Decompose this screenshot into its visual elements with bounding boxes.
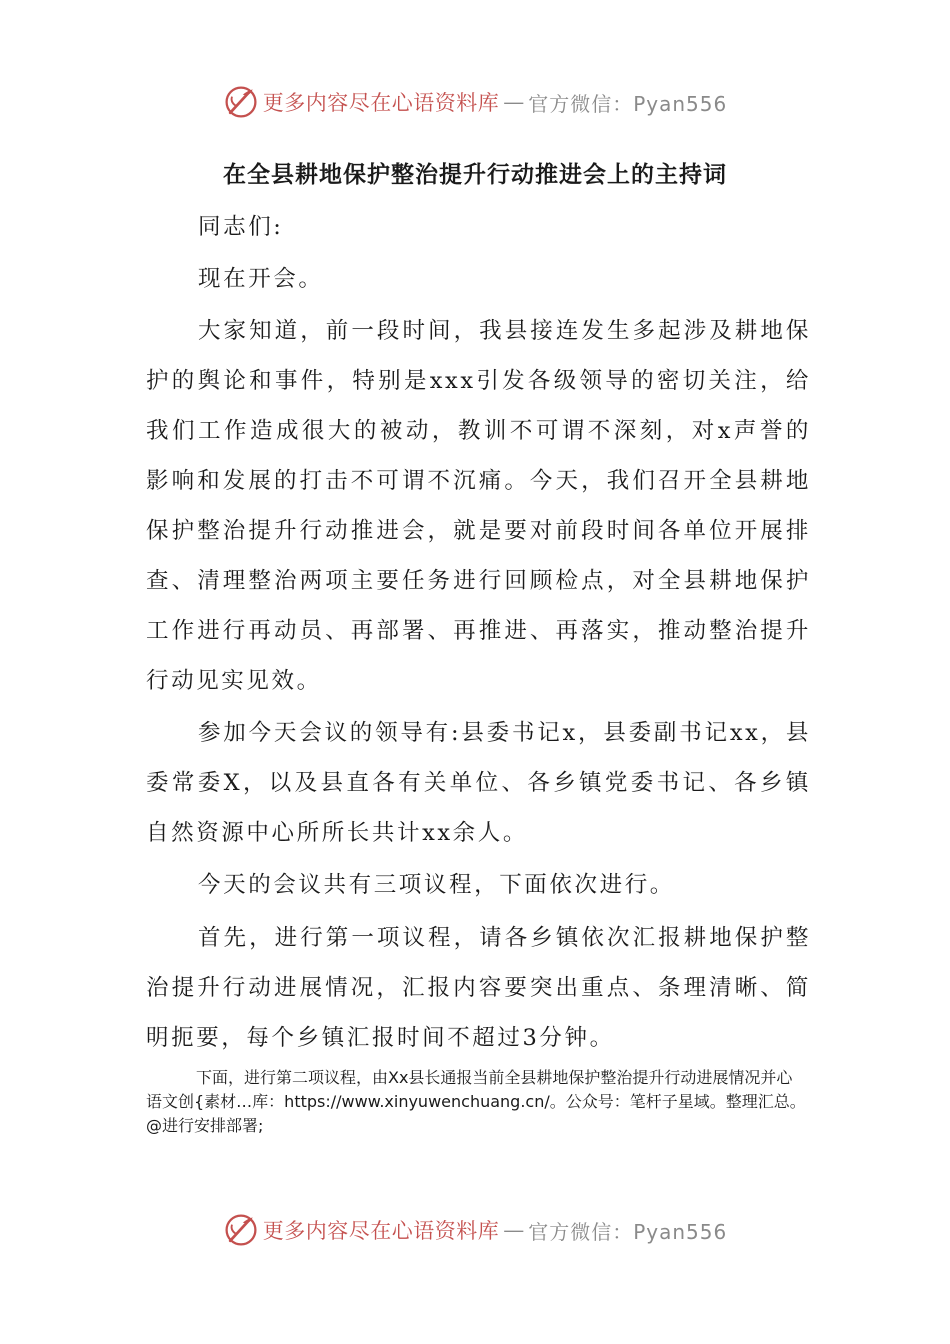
banner-text: 更多内容尽在心语资料库: [262, 91, 500, 115]
quill-logo-icon: [223, 1212, 259, 1248]
paragraph-greeting: 同志们:: [198, 214, 284, 240]
header-banner: [0, 80, 950, 124]
banner-contact: 官方微信：Pyan556: [528, 91, 728, 116]
document-title: 在全县耕地保护整治提升行动推进会上的主持词: [223, 162, 727, 188]
banner-text: 更多内容尽在心语资料库: [262, 1219, 500, 1243]
banner-separator: —: [503, 90, 525, 114]
paragraph-background: 大家知道，前一段时间，我县接连发生多起涉及耕地保护的舆论和事件，特别是xxx引发各级领导的密切关注，给我们工作造成很大的被动，教训不可谓不深刻，对x声誉的影响和发展的打击不可谓不沉痛。今天，我们召开全县耕地保护整治提升行动推进会，就是要对前段时间各单位开展排查、清理整治两项主要任务进行回顾检点，对全县耕地保护工作进行再动员、再部署、再推进、再落实，推动整治提升行动见实见效。: [146, 318, 811, 694]
paragraph-first-item: 首先，进行第一项议程，请各乡镇依次汇报耕地保护整治提升行动进展情况，汇报内容要突出重点、条理清晰、简明扼要，每个乡镇汇报时间不超过3分钟。: [146, 925, 811, 1051]
banner-contact: 官方微信：Pyan556: [528, 1219, 728, 1244]
footnote-paragraph: 下面，进行第二项议程，由Xx县长通报当前全县耕地保护整治提升行动进展情况并心语文创{素材…库：https://www.xinyuwenchuang.cn/。公众号：笔杆子星域。整理汇总。@进行安排部署;: [146, 1068, 806, 1135]
paragraph-agenda: 今天的会议共有三项议程，下面依次进行。: [198, 872, 675, 898]
paragraph-opening: 现在开会。: [198, 266, 324, 292]
banner-separator: —: [503, 1218, 525, 1242]
paragraph-attendees: 参加今天会议的领导有:县委书记x，县委副书记xx，县委常委X，以及县直各有关单位、各乡镇党委书记、各乡镇自然资源中心所所长共计xx余人。: [146, 720, 811, 846]
quill-logo-icon: [223, 84, 259, 120]
footer-banner: [0, 1208, 950, 1252]
